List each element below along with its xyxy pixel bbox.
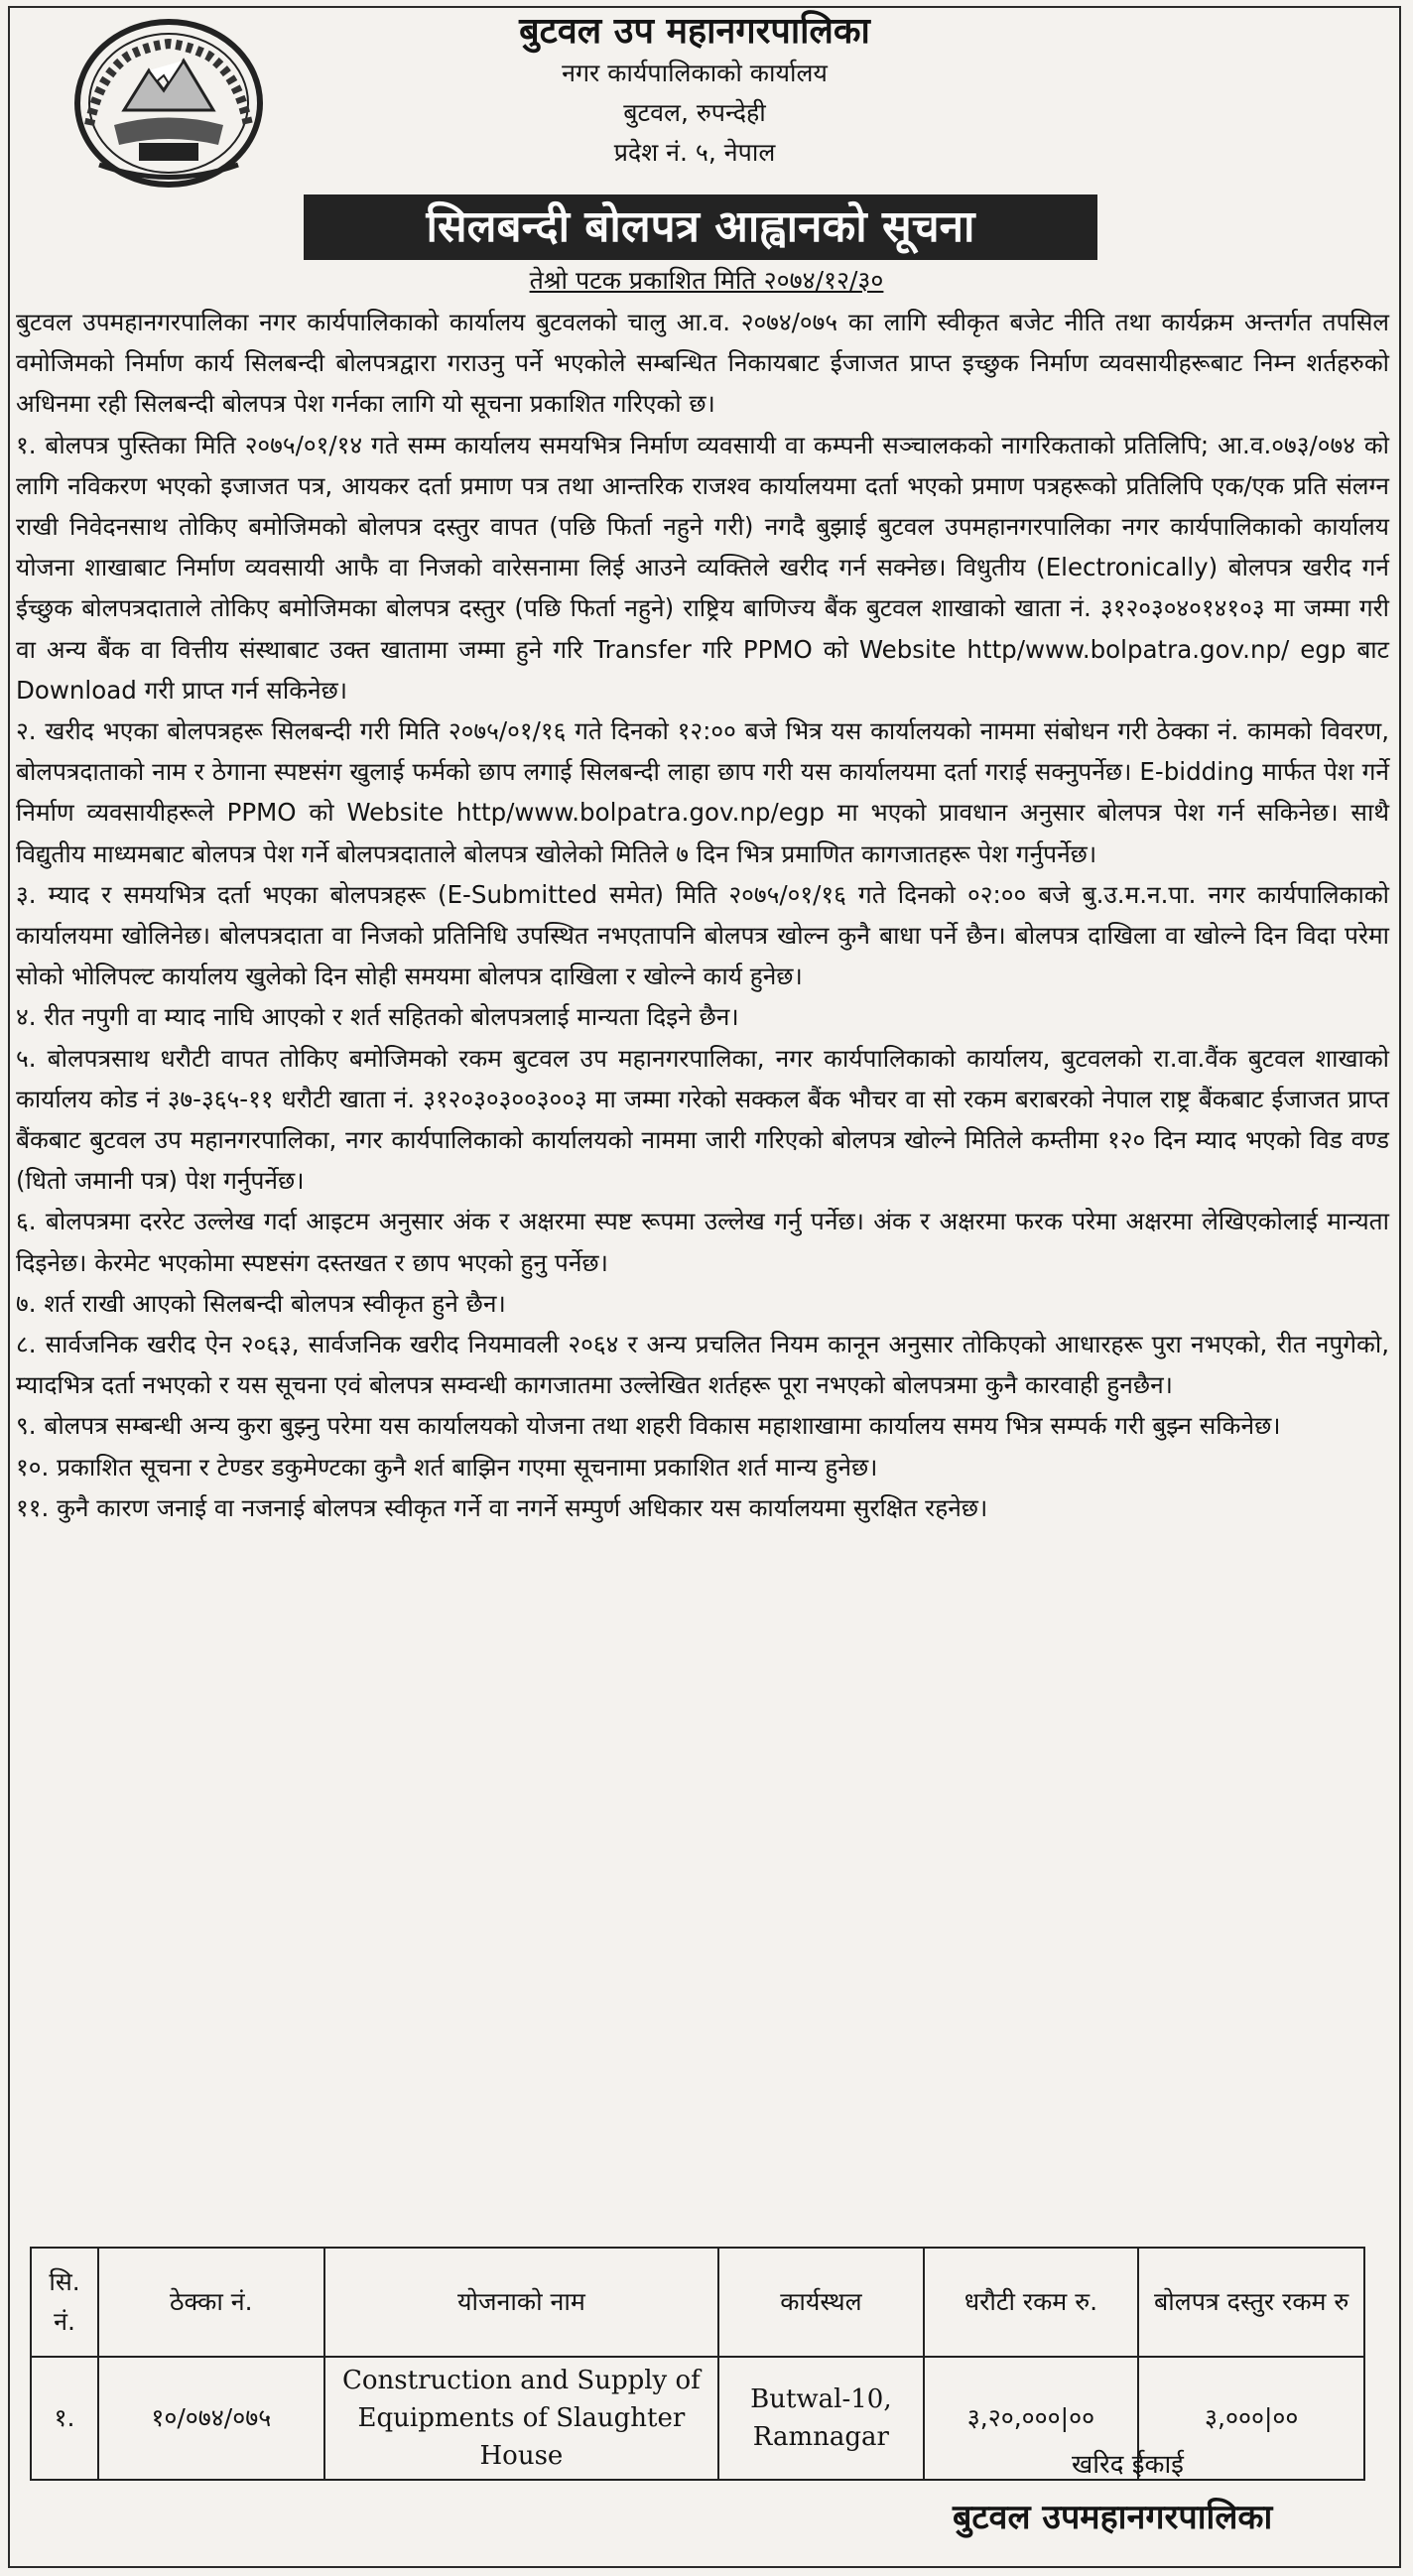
clause-text: बोलपत्र पुस्तिका मिति २०७५/०१/१४ गते सम्म कार्यालय समयभित्र निर्माण व्यवसायी वा कम्पनी सञ्चालकको नागरिकताको प्रतिलिपि; आ.व.०७३/०७४ को लागि नविकरण भएको इजाजत पत्र, आयकर दर्ता प्रमाण पत्र तथा आन्तरिक राजश्व कार्यालयमा दर्ता भएको प्रमाण पत्रहरूको प्रतिलिपि एक/एक प्रति संलग्न राखी निवेदनसाथ तोकिए बमोजिमको बोलपत्र दस्तुर वापत (पछि फिर्ता नहुने गरी) नगदै बुझाई बुटवल उपमहानगरपालिका नगर कार्यपालिकाको कार्यालय योजना शाखाबाट निर्माण व्यवसायी आफै वा निजको वारेसनामा लिई आउने व्यक्तिले खरीद गर्न सक्नेछ। विधुतीय (Electronically) बोलपत्र खरीद गर्न ईच्छुक बोलपत्रदाताले तोकिए बमोजिमका बोलपत्र दस्तुर (पछि फिर्ता नहुने) राष्ट्रिय बाणिज्य बैंक बुटवल शाखाको खाता नं. ३१२०३०४०१४१०३ मा जम्मा गरी वा अन्य बैंक वा वित्तीय संस्थाबाट उक्त खातामा जम्मा हुने गरि Transfer गरि PPMO को Website http/www.bolpatra.gov.np/ egp बाट Download गरी प्राप्त गर्न सकिनेछ। bbox=[16, 430, 1389, 705]
clause-text: म्याद र समयभित्र दर्ता भएका बोलपत्रहरू (E-Submitted समेत) मिति २०७५/०१/१६ गते दिनको ०२:०० बजे बु.उ.म.न.पा. नगर कार्यपालिकाको कार्यालयमा खोलिनेछ। बोलपत्रदाता वा निजको प्रतिनिधि उपस्थित नभएतापनि बोलपत्र खोल्न कुनै बाधा पर्ने छैन। बोलपत्र दाखिला वा खोल्ने दिन विदा परेमा सोको भोलिपल्ट कार्यालय खुलेको दिन सोही समयमा बोलपत्र दाखिला र खोल्ने कार्य हुनेछ। bbox=[16, 879, 1389, 991]
signing-org: बुटवल उपमहानगरपालिका bbox=[953, 2498, 1273, 2537]
cell-fee: ३,०००|०० bbox=[1138, 2357, 1364, 2480]
intro-paragraph: बुटवल उपमहानगरपालिका नगर कार्यपालिकाको कार्यालय बुटवलको चालु आ.व. २०७४/०७५ का लागि स्वीकृत बजेट नीति तथा कार्यक्रम अन्तर्गत तपसिल वमोजिमको निर्माण कार्य सिलबन्दी बोलपत्रद्वारा गराउनु पर्ने भएकोले सम्बन्धित निकायबाट ईजाजत प्राप्त इच्छुक निर्माण व्यवसायीहरूबाट निम्न शर्तहरुको अधिनमा रही सिलबन्दी बोलपत्र पेश गर्नका लागि यो सूचना प्रकाशित गरिएको छ। bbox=[16, 308, 1389, 419]
notice-title: सिलबन्दी बोलपत्र आह्वानको सूचना bbox=[304, 194, 1097, 260]
clause-number: ५. bbox=[16, 1043, 37, 1073]
clause-text: बोलपत्र सम्बन्धी अन्य कुरा बुझ्नु परेमा यस कार्यालयको योजना तथा शहरी विकास महाशाखामा कार्यालय समय भित्र सम्पर्क गरी बुझ्न सकिनेछ। bbox=[44, 1411, 1281, 1441]
publication-date bbox=[417, 262, 996, 300]
clause-number: ६. bbox=[16, 1207, 37, 1236]
clause-text: रीत नपुगी वा म्याद नाघि आएको र शर्त सहितको बोलपत्रलाई मान्यता दिइने छैन। bbox=[44, 1002, 739, 1032]
clause-number: २. bbox=[16, 716, 37, 746]
clause-item bbox=[16, 425, 1389, 710]
cell-location: Butwal-10, Ramnagar bbox=[718, 2357, 923, 2480]
clause-text: बोलपत्रसाथ धरौटी वापत तोकिए बमोजिमको रकम बुटवल उप महानगरपालिका, नगर कार्यपालिकाको कार्यालय, बुटवलको रा.वा.वैंक बुटवल शाखाको कार्यालय कोड नं ३७-३६५-११ धरौटी खाता नं. ३१२०३०३००३००३ मा जम्मा गरेको सक्कल बैंक भौचर वा सो रकम बराबरको नेपाल राष्ट्र बैंकबाट ईजाजत प्राप्त बैंकबाट बुटवल उप महानगरपालिका, नगर कार्यपालिकाको कार्यालयको नाममा जारी गरिएको बोलपत्र खोल्ने मितिले कम्तीमा १२० दिन म्याद भएको विड वण्ड (धितो जमानी पत्र) पेश गर्नुपर्नेछ। bbox=[16, 1043, 1389, 1196]
letterhead bbox=[278, 6, 1111, 173]
clause-number: १०. bbox=[16, 1452, 50, 1481]
clause-item bbox=[16, 1283, 1389, 1324]
clause-item bbox=[16, 874, 1389, 997]
header-project-name: योजनाको नाम bbox=[324, 2248, 719, 2357]
office-location: बुटवल, रुपन्देही bbox=[623, 98, 766, 127]
clause-item bbox=[16, 1201, 1389, 1282]
header-sn: सि. नं. bbox=[31, 2248, 98, 2357]
clause-number: १. bbox=[16, 430, 37, 459]
clause-item bbox=[16, 1405, 1389, 1446]
header-deposit: धरौटी रकम रु. bbox=[924, 2248, 1139, 2357]
clause-text: बोलपत्रमा दररेट उल्लेख गर्दा आइटम अनुसार अंक र अक्षरमा स्पष्ट रूपमा उल्लेख गर्नु पर्नेछ। अंक र अक्षरमा फरक परेमा अक्षरमा लेखिएकोलाई मान्यता दिइनेछ। केरमेट भएकोमा स्पष्टसंग दस्तखत र छाप भएको हुनु पर्नेछ। bbox=[16, 1207, 1389, 1277]
province: प्रदेश नं. ५, नेपाल bbox=[613, 138, 776, 167]
clause-item bbox=[16, 1447, 1389, 1487]
clause-list bbox=[16, 425, 1389, 1528]
clause-item bbox=[16, 996, 1389, 1037]
clause-item bbox=[16, 710, 1389, 874]
procurement-unit: खरिद ईकाई bbox=[1072, 2450, 1184, 2480]
cell-deposit: ३,२०,०००|०० bbox=[924, 2357, 1139, 2480]
office-name: नगर कार्यपालिकाको कार्यालय bbox=[562, 59, 828, 87]
clause-number: ९. bbox=[16, 1411, 37, 1441]
org-name: बुटवल उप महानगरपालिका bbox=[519, 11, 870, 52]
publication-date-text: तेश्रो पटक प्रकाशित मिति २०७४/१२/३० bbox=[529, 266, 884, 295]
clause-number: ४. bbox=[16, 1002, 37, 1032]
clause-text: सार्वजनिक खरीद ऐन २०६३, सार्वजनिक खरीद नियमावली २०६४ र अन्य प्रचलित नियम कानून अनुसार तोकिएको आधारहरू पुरा नभएको, रीत नपुगेको, म्यादभित्र दर्ता नभएको र यस सूचना एवं बोलपत्र सम्वन्धी कागजातमा उल्लेखित शर्तहरू पूरा नभएको बोलपत्रमा कुनै कारवाही हुनछैन। bbox=[16, 1330, 1389, 1400]
clause-number: ७. bbox=[16, 1288, 37, 1318]
clause-text: कुनै कारण जनाई वा नजनाई बोलपत्र स्वीकृत गर्ने वा नगर्ने सम्पुर्ण अधिकार यस कार्यालयमा सुरक्षित रहनेछ। bbox=[57, 1492, 988, 1522]
table-header-row bbox=[31, 2248, 1364, 2357]
clause-text: शर्त राखी आएको सिलबन्दी बोलपत्र स्वीकृत हुने छैन। bbox=[44, 1288, 506, 1318]
header-contract-no: ठेक्का नं. bbox=[98, 2248, 324, 2357]
header-fee: बोलपत्र दस्तुर रकम रु bbox=[1138, 2248, 1364, 2357]
clause-item bbox=[16, 1038, 1389, 1202]
cell-sn: १. bbox=[31, 2357, 98, 2480]
cell-project-name: Construction and Supply of Equipments of Slaughter House bbox=[324, 2357, 719, 2480]
clause-text: खरीद भएका बोलपत्रहरू सिलबन्दी गरी मिति २०७५/०१/१६ गते दिनको १२:०० बजे भित्र यस कार्यालयको नाममा संबोधन गरी ठेक्का नं. कामको विवरण, बोलपत्रदाताको नाम र ठेगाना स्पष्टसंग खुलाई फर्मको छाप लगाई सिलबन्दी लाहा छाप गरी यस कार्यालयमा दर्ता गराई सक्नुपर्नेछ। E-bidding मार्फत पेश गर्ने निर्माण व्यवसायीहरूले PPMO को Website http/www.bolpatra.gov.np/egp मा भएको प्रावधान अनुसार बोलपत्र पेश गर्न सकिनेछ। साथै विद्युतीय माध्यमबाट बोलपत्र पेश गर्ने बोलपत्रदाताले बोलपत्र खोलेको मितिले ७ दिन भित्र प्रमाणित कागजातहरू पेश गर्नुपर्नेछ। bbox=[16, 716, 1389, 868]
cell-contract-no: १०/०७४/०७५ bbox=[98, 2357, 324, 2480]
clause-item bbox=[16, 1324, 1389, 1405]
header-location: कार्यस्थल bbox=[718, 2248, 923, 2357]
clause-number: ३. bbox=[16, 879, 37, 909]
clause-number: ८. bbox=[16, 1330, 37, 1359]
clause-number: ११. bbox=[16, 1492, 50, 1522]
notice-body bbox=[16, 302, 1389, 1528]
clause-text: प्रकाशित सूचना र टेण्डर डकुमेण्टका कुनै शर्त बाझिन गएमा सूचनामा प्रकाशित शर्त मान्य हुनेछ। bbox=[57, 1452, 878, 1481]
clause-item bbox=[16, 1487, 1389, 1528]
municipality-emblem-icon bbox=[69, 16, 268, 193]
